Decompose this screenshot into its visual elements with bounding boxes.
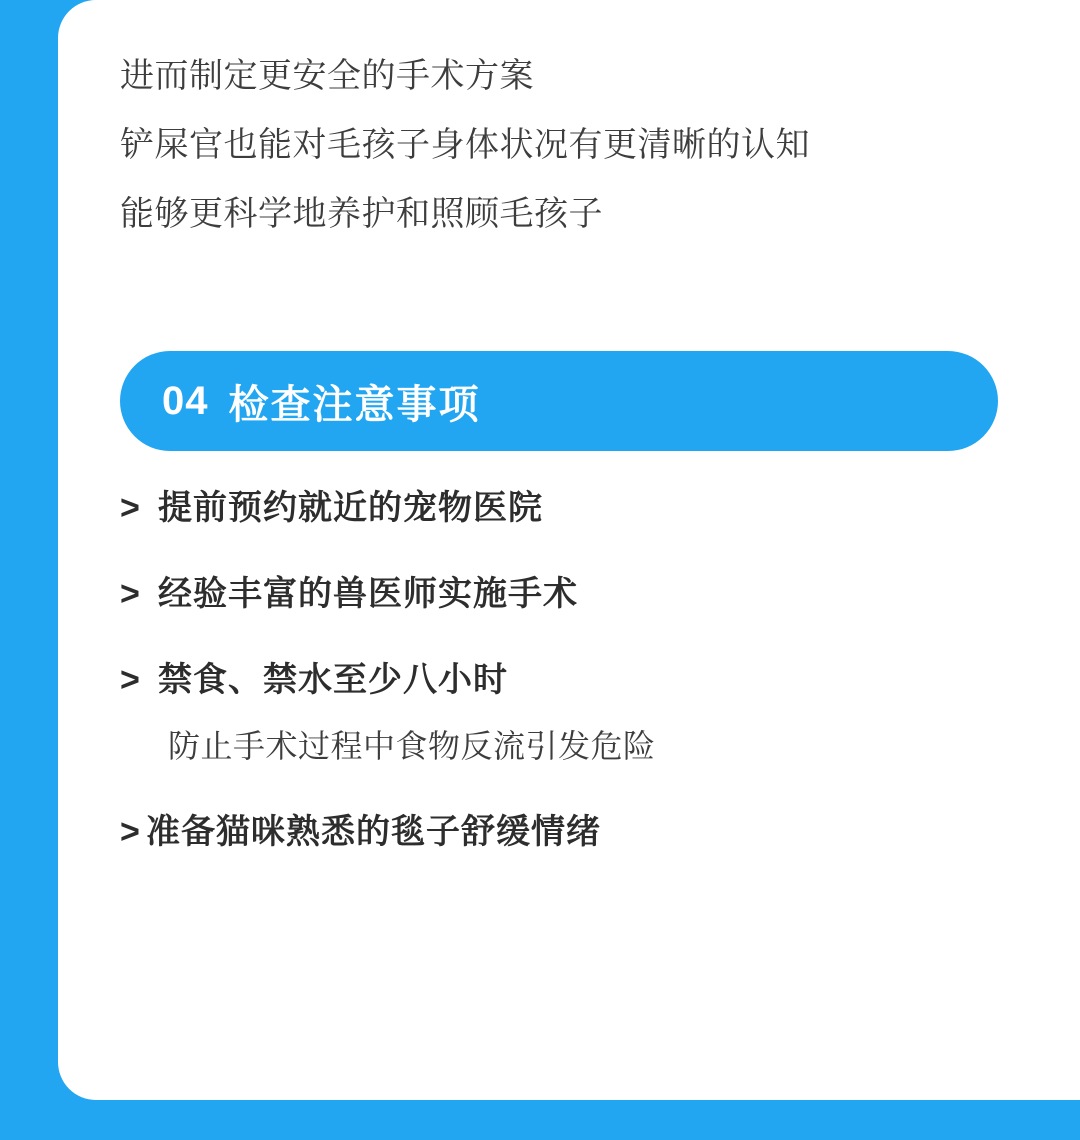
chevron-right-icon: >	[120, 813, 140, 851]
bullet-subtext: 防止手术过程中食物反流引发危险	[168, 728, 656, 764]
bullet-text: 经验丰富的兽医师实施手术	[158, 575, 578, 613]
intro-line: 能够更科学地养护和照顾毛孩子	[120, 195, 603, 233]
intro-paragraph	[120, 0, 1020, 249]
intro-line: 进而制定更安全的手术方案	[120, 57, 534, 95]
list-item	[120, 657, 1020, 769]
bullet-row	[120, 485, 1020, 531]
intro-line: 铲屎官也能对毛孩子身体状况有更清晰的认知	[120, 126, 810, 164]
section-title: 检查注意事项	[228, 382, 481, 427]
bullet-row	[120, 809, 1020, 855]
list-item	[120, 571, 1020, 617]
bullet-text: 准备猫咪熟悉的毯子舒缓情绪	[146, 813, 601, 851]
list-item	[120, 485, 1020, 531]
chevron-right-icon: >	[120, 575, 140, 613]
bullet-row	[120, 657, 1020, 703]
list-item	[120, 809, 1020, 851]
bullet-row	[120, 571, 1020, 617]
content-card	[58, 0, 1080, 1100]
bullet-text: 提前预约就近的宠物医院	[158, 489, 543, 527]
bullet-text: 禁食、禁水至少八小时	[158, 661, 508, 699]
chevron-right-icon: >	[120, 661, 140, 699]
section-heading-pill	[120, 351, 998, 451]
section-number: 04	[162, 378, 209, 423]
card-inner	[120, 0, 1020, 855]
chevron-right-icon: >	[120, 489, 140, 527]
bullet-list	[120, 485, 1020, 851]
